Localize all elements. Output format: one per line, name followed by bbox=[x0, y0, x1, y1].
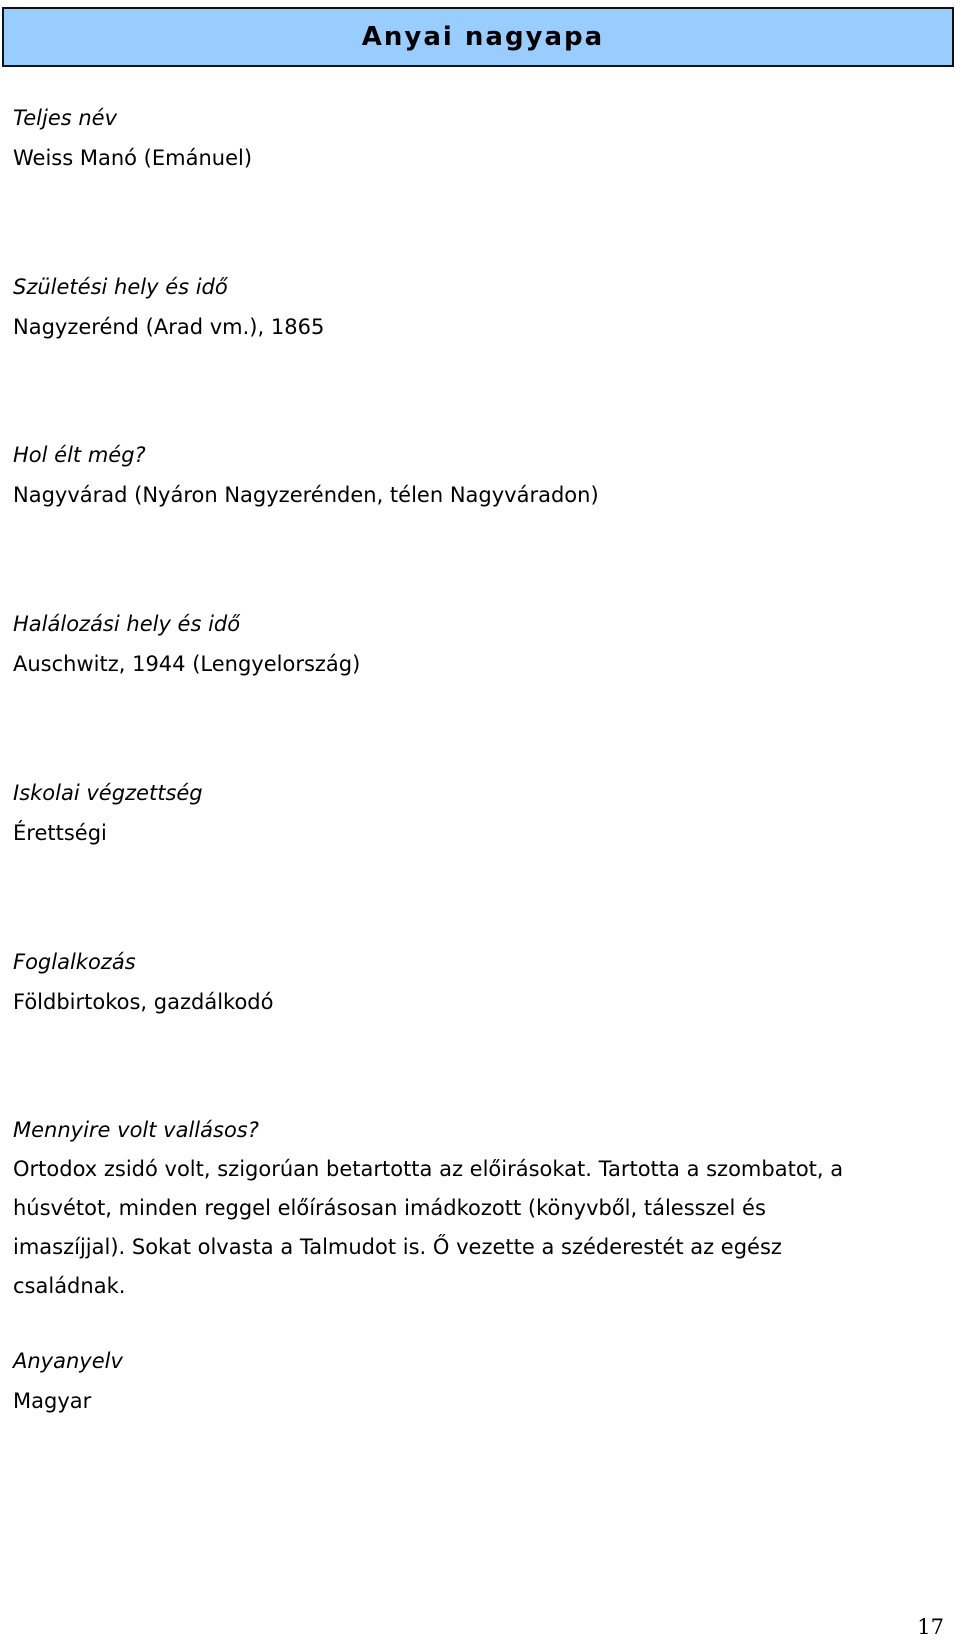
section-title: Anyai nagyapa bbox=[361, 22, 605, 52]
field-value: Érettségi bbox=[13, 821, 107, 845]
field-label: Teljes név bbox=[13, 106, 118, 130]
field-label: Anyanyelv bbox=[13, 1349, 123, 1373]
field-full-name bbox=[13, 98, 913, 178]
field-value: Auschwitz, 1944 (Lengyelország) bbox=[13, 652, 361, 676]
field-mother-tongue bbox=[13, 1341, 913, 1421]
field-label: Foglalkozás bbox=[13, 950, 136, 974]
field-religiosity bbox=[13, 1110, 913, 1306]
field-other-residence bbox=[13, 435, 913, 515]
field-death-place-date bbox=[13, 604, 913, 684]
field-value-paragraph bbox=[13, 1150, 913, 1306]
field-value: Nagyzerénd (Arad vm.), 1865 bbox=[13, 315, 325, 339]
paragraph-line: húsvétot, minden reggel előírásosan imádkozott (könyvből, tálesszel és bbox=[13, 1196, 766, 1220]
field-value: Földbirtokos, gazdálkodó bbox=[13, 990, 274, 1014]
field-value: Nagyvárad (Nyáron Nagyzerénden, télen Nagyváradon) bbox=[13, 483, 599, 507]
paragraph-line: Ortodox zsidó volt, szigorúan betartotta az előirásokat. Tartotta a szombatot, a bbox=[13, 1157, 844, 1181]
field-education bbox=[13, 773, 913, 853]
field-birth-place-date bbox=[13, 267, 913, 347]
section-title-box bbox=[2, 7, 954, 67]
field-label: Iskolai végzettség bbox=[13, 781, 203, 805]
field-value: Magyar bbox=[13, 1389, 92, 1413]
field-label: Születési hely és idő bbox=[13, 275, 228, 299]
field-value: Weiss Manó (Emánuel) bbox=[13, 146, 253, 170]
paragraph-line: imaszíjjal). Sokat olvasta a Talmudot is. Ő vezette a széderestét az egész bbox=[13, 1235, 782, 1259]
field-occupation bbox=[13, 942, 913, 1022]
page-number: 17 bbox=[917, 1615, 944, 1639]
paragraph-line: családnak. bbox=[13, 1274, 126, 1298]
field-label: Halálozási hely és idő bbox=[13, 612, 241, 636]
field-label: Mennyire volt vallásos? bbox=[13, 1118, 259, 1142]
field-label: Hol élt még? bbox=[13, 443, 146, 467]
